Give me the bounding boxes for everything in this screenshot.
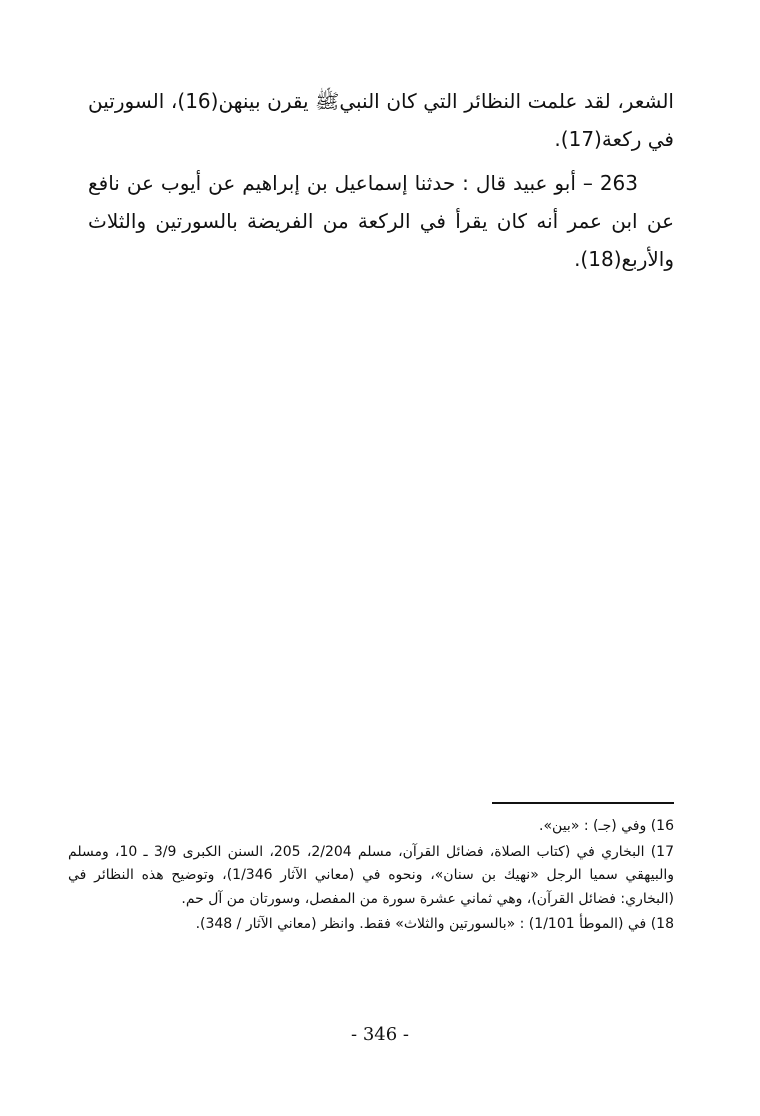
main-text: [88, 82, 674, 278]
page-number: - 346 -: [351, 1024, 409, 1045]
footnote-18: 18) في (الموطأ 1/101) : «بالسورتين والثلاث» فقط. وانظر (معاني الآثار / 348).: [195, 916, 674, 932]
footnote-16: 16) وفي (جـ) : «بين».: [539, 818, 674, 834]
footnote-17: 17) البخاري في (كتاب الصلاة، فضائل القرآن، مسلم 2/204، 205، السنن الكبرى 3/9 ـ 10، ومسلم والبيهقي سميا الرجل «نهيك بن سنان»، ونحوه في (معاني الآثار 1/346)، وتوضيح هذه النظائر في (البخاري: فضائل القرآن)، وهي ثماني عشرة سورة من المفصل، وسورتان من آل حم.: [68, 843, 674, 907]
paragraph-continuation: الشعر، لقد علمت النظائر التي كان النبيﷺ يقرن بينهن(16)، السورتين في ركعة(17).: [88, 89, 674, 151]
footnote-separator: [492, 802, 674, 804]
paragraph-hadith-263: 263 – أبو عبيد قال : حدثنا إسماعيل بن إبراهيم عن أيوب عن نافع عن ابن عمر أنه كان يقرأ في الركعة من الفريضة بالسورتين والثلاث والأربع(18).: [88, 171, 674, 271]
footnotes: [68, 815, 674, 937]
